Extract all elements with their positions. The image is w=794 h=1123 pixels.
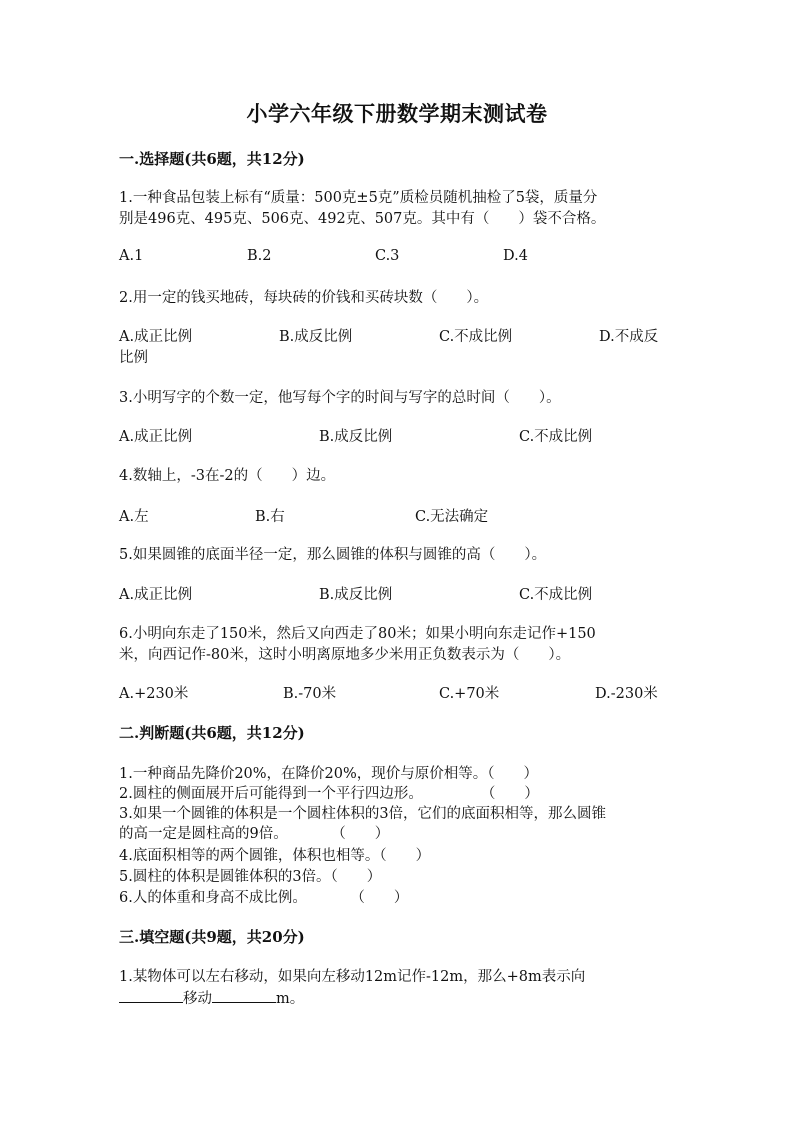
- answer-blank[interactable]: [119, 988, 183, 1003]
- option-b: B.2: [247, 248, 272, 264]
- option-b: B.-70米: [283, 686, 337, 702]
- option-a: A.+230米: [119, 686, 189, 702]
- option-c: C.+70米: [439, 686, 500, 702]
- option-c: C.不成比例: [519, 429, 593, 445]
- fill-text: m。: [276, 991, 305, 1007]
- question-text: 4.数轴上，-3在-2的（ ）边。: [119, 468, 336, 484]
- option-b: B.成反比例: [279, 329, 353, 345]
- option-a: A.1: [119, 248, 144, 264]
- question-text: 别是496克、495克、506克、492克、507克。其中有（ ）袋不合格。: [119, 211, 606, 227]
- fill-line: [119, 987, 304, 1008]
- option-a: A.成正比例: [119, 587, 193, 603]
- judge-item: 4.底面积相等的两个圆锥，体积也相等。（ ）: [119, 848, 431, 864]
- question-text: 2.用一定的钱买地砖，每块砖的价钱和买砖块数（ ）。: [119, 290, 489, 306]
- option-wrap: 比例: [119, 350, 148, 366]
- fill-text: 移动: [183, 991, 212, 1007]
- option-c: C.无法确定: [415, 509, 489, 525]
- option-c: C.不成比例: [519, 587, 593, 603]
- option-a: A.左: [119, 509, 149, 525]
- option-c: C.3: [375, 248, 400, 264]
- question-text: 3.小明写字的个数一定，他写每个字的时间与写字的总时间（ ）。: [119, 390, 561, 406]
- question-text: 6.小明向东走了150米，然后又向西走了80米；如果小明向东走记作+150: [119, 626, 596, 642]
- question-text: 1.某物体可以左右移动，如果向左移动12m记作-12m，那么+8m表示向: [119, 969, 586, 985]
- page-title: 小学六年级下册数学期末测试卷: [246, 101, 548, 126]
- judge-item: 2.圆柱的侧面展开后可能得到一个平行四边形。 （ ）: [119, 786, 539, 802]
- section-heading-fill: 三.填空题(共9题，共20分): [119, 928, 305, 946]
- judge-item: 3.如果一个圆锥的体积是一个圆柱体积的3倍，它们的底面积相等，那么圆锥: [119, 806, 607, 822]
- option-d: D.不成反: [599, 329, 659, 345]
- option-b: B.成反比例: [319, 429, 393, 445]
- question-text: 米，向西记作-80米，这时小明离原地多少米用正负数表示为（ ）。: [119, 647, 571, 663]
- option-b: B.右: [255, 509, 285, 525]
- judge-item: 1.一种商品先降价20%，在降价20%，现价与原价相等。（ ）: [119, 766, 539, 782]
- option-d: D.-230米: [595, 686, 658, 702]
- judge-item: 6.人的体重和身高不成比例。 （ ）: [119, 890, 409, 906]
- question-text: 5.如果圆锥的底面半径一定，那么圆锥的体积与圆锥的高（ ）。: [119, 547, 547, 563]
- option-d: D.4: [503, 248, 528, 264]
- option-a: A.成正比例: [119, 329, 193, 345]
- answer-blank[interactable]: [212, 988, 276, 1003]
- option-b: B.成反比例: [319, 587, 393, 603]
- option-a: A.成正比例: [119, 429, 193, 445]
- question-text: 1.一种食品包装上标有“质量：500克±5克”质检员随机抽检了5袋，质量分: [119, 190, 598, 206]
- judge-item: 的高一定是圆柱高的9倍。 （ ）: [119, 826, 390, 842]
- section-heading-judge: 二.判断题(共6题，共12分): [119, 724, 305, 742]
- judge-item: 5.圆柱的体积是圆锥体积的3倍。（ ）: [119, 869, 382, 885]
- option-c: C.不成比例: [439, 329, 513, 345]
- section-heading-choice: 一.选择题(共6题，共12分): [119, 150, 305, 168]
